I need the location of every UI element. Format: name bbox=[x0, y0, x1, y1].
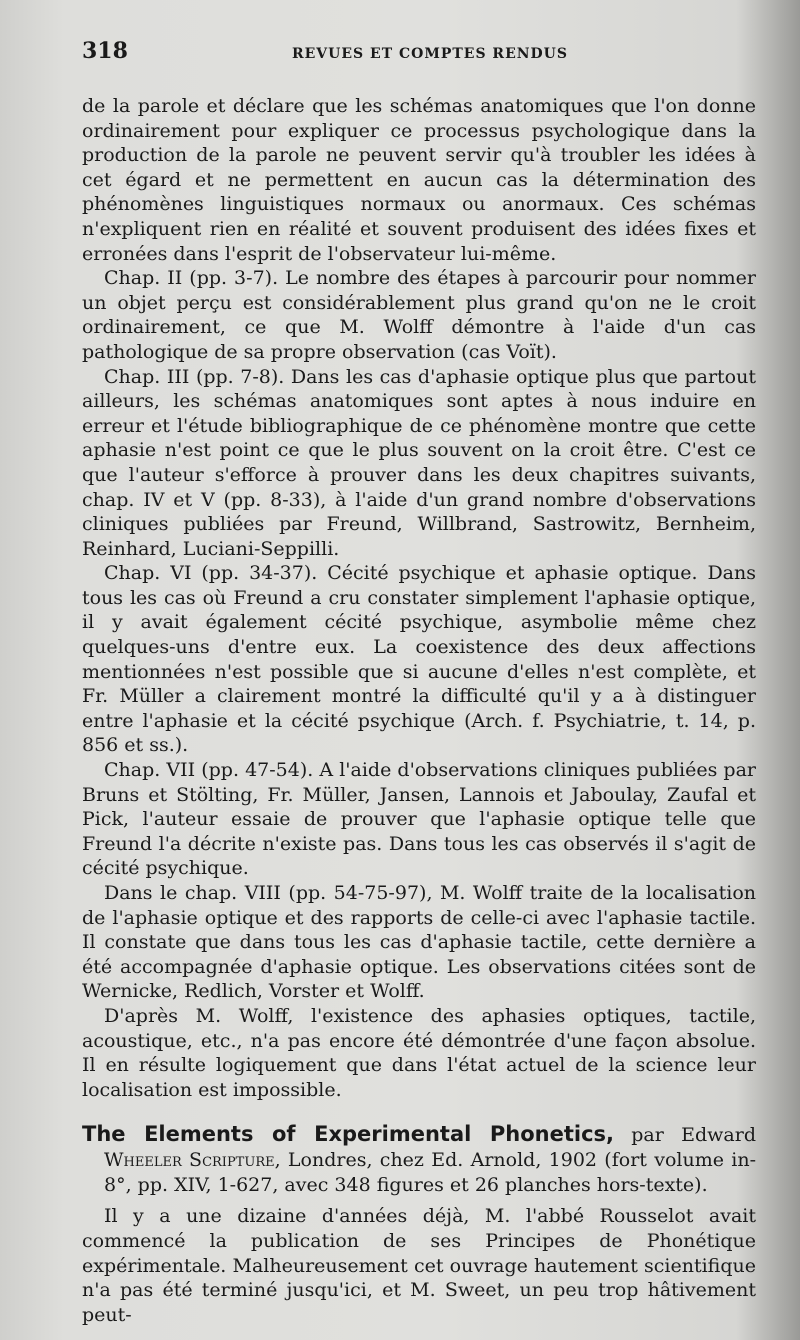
article-body bbox=[82, 94, 756, 1102]
review-title: The Elements of Experimental Phonetics, bbox=[82, 1122, 614, 1147]
paragraph-chap-6: Chap. VI (pp. 34-37). Cécité psychique et aphasie optique. Dans tous les cas où Freund a cru constater simplement l'aphasie optique, il y avait également cécité psychique, asymbolie même chez quelques-uns d'entre eux. La coexistence des deux affections mentionnées n'est possible que si aucune d'elles n'est complète, et Fr. Müller a clairement montré la difficulté qu'il y a à distinguer entre l'aphasie et la cécité psychique (Arch. f. Psychiatrie, t. 14, p. 856 et ss.). bbox=[82, 562, 756, 757]
running-head: REVUES ET COMPTES RENDUS bbox=[292, 46, 568, 62]
paragraph-chap-3: Chap. III (pp. 7-8). Dans les cas d'aphasie optique plus que partout ailleurs, les schémas anatomiques sont aptes à nous induire en erreur et l'étude bibliographique de ce phénomène montre que cette aphasie n'est point ce que le plus souvent on la croit être. C'est ce que l'auteur s'efforce à prouver dans les deux chapitres suivants, chap. IV et V (pp. 8-33), à l'aide d'un grand nombre d'observations cliniques publiées par Freund, Willbrand, Sastrowitz, Bernheim, Reinhard, Luciani-Seppilli. bbox=[82, 365, 756, 560]
paragraph-1: de la parole et déclare que les schémas anatomiques que l'on donne ordinairement pour expliquer ce processus psychologique dans la production de la parole ne peuvent servir qu'à troubler les idées à cet égard et ne permettent en aucun cas la détermination des phénomènes linguistiques normaux ou anormaux. Ces schémas n'expliquent rien en réalité et souvent produisent des idées fixes et erronées dans l'esprit de l'observateur lui-même. bbox=[82, 95, 756, 265]
paragraph-chap-7: Chap. VII (pp. 47-54). A l'aide d'observations cliniques publiées par Bruns et Stölting, Fr. Müller, Jansen, Lannois et Jaboulay, Zaufal et Pick, l'auteur essaie de prouver que l'aphasie optique telle que Freund l'a décrite n'existe pas. Dans tous les cas observés il s'agit de cécité psychique. bbox=[82, 759, 756, 880]
page-number: 318 bbox=[82, 38, 128, 64]
page-header bbox=[82, 38, 756, 72]
review-citation bbox=[82, 1122, 756, 1198]
review-paragraph: Il y a une dizaine d'années déjà, M. l'abbé Rousselot avait commencé la publication de ses Principes de Phonétique expérimentale. Malheureusement cet ouvrage hautement scientifique n'a pas été terminé jusqu'ici, et M. Sweet, un peu trop hâtivement peut- bbox=[82, 1205, 756, 1326]
paragraph-chap-2: Chap. II (pp. 3-7). Le nombre des étapes à parcourir pour nommer un objet perçu est considérablement plus grand qu'on ne le croit ordinairement, ce que M. Wolff démontre à l'aide d'un cas pathologique de sa propre observation (cas Voït). bbox=[82, 267, 756, 363]
review-entry bbox=[82, 1122, 756, 1198]
review-details: , Londres, chez Ed. Arnold, 1902 (fort volume in-8°, pp. XIV, 1-627, avec 348 figures et 26 planches hors-texte). bbox=[104, 1149, 756, 1197]
paragraph-conclusion: D'après M. Wolff, l'existence des aphasies optiques, tactile, acoustique, etc., n'a pas encore été démontrée d'une façon absolue. Il en résulte logiquement que dans l'état actuel de la science leur localisation est impossible. bbox=[82, 1004, 756, 1101]
review-author: Wheeler Scripture bbox=[104, 1149, 275, 1172]
paragraph-chap-8: Dans le chap. VIII (pp. 54-75-97), M. Wolff traite de la localisation de l'aphasie optique et des rapports de celle-ci avec l'aphasie tactile. Il constate que dans tous les cas d'aphasie tactile, cette dernière a été accompagnée d'aphasie optique. Les observations citées sont de Wernicke, Redlich, Vorster et Wolff. bbox=[82, 882, 756, 1003]
review-body bbox=[82, 1204, 756, 1327]
review-by: par Edward bbox=[614, 1124, 756, 1147]
